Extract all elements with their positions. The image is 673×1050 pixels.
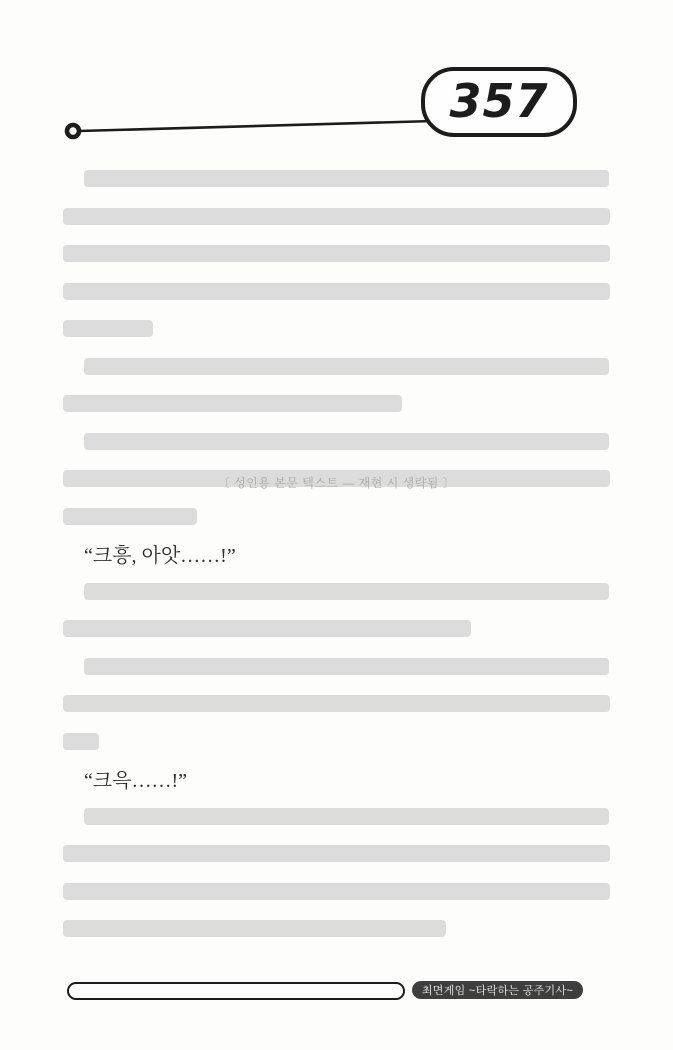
redacted-text-line [63, 620, 471, 637]
redacted-text-line [63, 245, 610, 262]
text-line [63, 685, 610, 723]
text-line [63, 235, 610, 273]
footer-series-badge [412, 981, 583, 999]
paragraph [63, 760, 610, 798]
redacted-text-line [63, 508, 197, 525]
text-line [63, 648, 610, 686]
text-line [63, 910, 610, 948]
paragraph [63, 573, 610, 648]
text-line [63, 610, 610, 648]
page-number-badge [421, 67, 577, 137]
dialogue-line: “크흥, 아앗……!” [84, 545, 236, 568]
body-text [63, 160, 610, 948]
redacted-text-line [63, 883, 610, 900]
redacted-text-line [63, 208, 610, 225]
text-line [63, 723, 610, 761]
page-number: 357 [449, 74, 549, 128]
redacted-text-line [63, 395, 402, 412]
text-line [63, 798, 610, 836]
redacted-text-line [63, 470, 610, 487]
text-line [63, 160, 610, 198]
redacted-text-line [63, 283, 610, 300]
redacted-text-line [84, 808, 609, 825]
footer-series-title: 최면게임 ~타락하는 공주기사~ [421, 985, 574, 997]
paragraph [63, 535, 610, 573]
redacted-text-line [84, 358, 609, 375]
text-line [63, 835, 610, 873]
redacted-text-line [84, 170, 609, 187]
redacted-text-line [63, 320, 153, 337]
text-line [63, 573, 610, 611]
redaction-note: 〔 성인용 본문 텍스트 — 재현 시 생략됨 〕 [217, 476, 456, 490]
redacted-text-line [63, 733, 99, 750]
text-line [63, 460, 610, 498]
redacted-text-line [84, 433, 609, 450]
text-line [63, 385, 610, 423]
text-line [63, 873, 610, 911]
redacted-text-line [63, 845, 610, 862]
footer-rule-pill [67, 982, 405, 1000]
text-line [63, 198, 610, 236]
paragraph [63, 423, 610, 536]
paragraph [63, 160, 610, 348]
text-line [63, 348, 610, 386]
redacted-text-line [84, 658, 609, 675]
text-line [63, 498, 610, 536]
paragraph [63, 348, 610, 423]
dialogue-line: “크윽……!” [84, 770, 188, 793]
redacted-text-line [63, 920, 446, 937]
text-line [63, 273, 610, 311]
redacted-text-line [84, 583, 609, 600]
text-line [63, 423, 610, 461]
text-line [63, 310, 610, 348]
paragraph [63, 648, 610, 761]
redacted-text-line [63, 695, 610, 712]
paragraph [63, 798, 610, 948]
